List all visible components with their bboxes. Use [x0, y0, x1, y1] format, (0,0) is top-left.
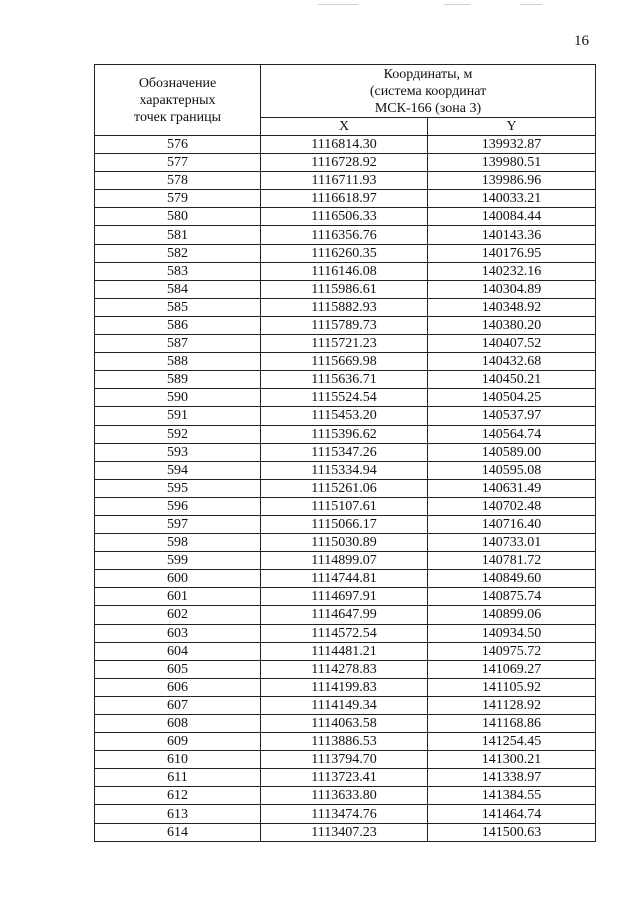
x-coordinate-cell: 1115334.94	[261, 461, 428, 479]
x-coordinate-cell: 1114647.99	[261, 606, 428, 624]
point-id-cell: 608	[95, 715, 261, 733]
x-coordinate-cell: 1116146.08	[261, 262, 428, 280]
header-coordinates	[261, 65, 596, 118]
y-coordinate-cell: 140033.21	[428, 190, 596, 208]
x-coordinate-cell: 1116728.92	[261, 154, 428, 172]
point-id-cell: 584	[95, 280, 261, 298]
y-coordinate-cell: 141464.74	[428, 805, 596, 823]
table-row	[95, 389, 596, 407]
x-coordinate-cell: 1114063.58	[261, 715, 428, 733]
header-point-designation	[95, 65, 261, 136]
point-id-cell: 578	[95, 172, 261, 190]
point-id-cell: 589	[95, 371, 261, 389]
y-coordinate-cell: 141500.63	[428, 823, 596, 841]
y-coordinate-cell: 140176.95	[428, 244, 596, 262]
table-row	[95, 479, 596, 497]
x-coordinate-cell: 1113474.76	[261, 805, 428, 823]
point-id-cell: 586	[95, 316, 261, 334]
table-row	[95, 696, 596, 714]
x-coordinate-cell: 1113407.23	[261, 823, 428, 841]
table-row	[95, 262, 596, 280]
point-id-cell: 593	[95, 443, 261, 461]
y-coordinate-cell: 140781.72	[428, 552, 596, 570]
y-coordinate-cell: 139980.51	[428, 154, 596, 172]
point-id-cell: 598	[95, 534, 261, 552]
table-row	[95, 515, 596, 533]
y-coordinate-cell: 140407.52	[428, 335, 596, 353]
x-coordinate-cell: 1115789.73	[261, 316, 428, 334]
y-coordinate-cell: 140733.01	[428, 534, 596, 552]
y-coordinate-cell: 140232.16	[428, 262, 596, 280]
point-id-cell: 604	[95, 642, 261, 660]
x-coordinate-cell: 1115721.23	[261, 335, 428, 353]
point-id-cell: 590	[95, 389, 261, 407]
point-id-cell: 587	[95, 335, 261, 353]
x-coordinate-cell: 1116260.35	[261, 244, 428, 262]
point-id-cell: 605	[95, 660, 261, 678]
y-coordinate-cell: 141254.45	[428, 733, 596, 751]
y-coordinate-cell: 140143.36	[428, 226, 596, 244]
scan-artifact-line	[318, 4, 358, 5]
x-coordinate-cell: 1115636.71	[261, 371, 428, 389]
table-row	[95, 552, 596, 570]
point-id-cell: 602	[95, 606, 261, 624]
point-id-cell: 595	[95, 479, 261, 497]
table-row	[95, 588, 596, 606]
table-row	[95, 787, 596, 805]
y-coordinate-cell: 140899.06	[428, 606, 596, 624]
x-coordinate-cell: 1113723.41	[261, 769, 428, 787]
x-coordinate-cell: 1115453.20	[261, 407, 428, 425]
table-row	[95, 823, 596, 841]
table-row	[95, 624, 596, 642]
y-coordinate-cell: 140348.92	[428, 298, 596, 316]
table-row	[95, 172, 596, 190]
y-coordinate-cell: 140595.08	[428, 461, 596, 479]
x-coordinate-cell: 1114278.83	[261, 660, 428, 678]
table-row	[95, 733, 596, 751]
y-coordinate-cell: 140432.68	[428, 353, 596, 371]
header-y: Y	[428, 118, 596, 136]
y-coordinate-cell: 140702.48	[428, 497, 596, 515]
y-coordinate-cell: 140631.49	[428, 479, 596, 497]
table-body	[95, 136, 596, 842]
y-coordinate-cell: 140504.25	[428, 389, 596, 407]
point-id-cell: 576	[95, 136, 261, 154]
table-row	[95, 226, 596, 244]
table-row	[95, 805, 596, 823]
y-coordinate-cell: 140975.72	[428, 642, 596, 660]
table-row	[95, 678, 596, 696]
y-coordinate-cell: 141069.27	[428, 660, 596, 678]
point-id-cell: 585	[95, 298, 261, 316]
point-id-cell: 611	[95, 769, 261, 787]
x-coordinate-cell: 1116356.76	[261, 226, 428, 244]
x-coordinate-cell: 1114744.81	[261, 570, 428, 588]
y-coordinate-cell: 139986.96	[428, 172, 596, 190]
table-row	[95, 244, 596, 262]
table-row	[95, 208, 596, 226]
y-coordinate-cell: 139932.87	[428, 136, 596, 154]
y-coordinate-cell: 140380.20	[428, 316, 596, 334]
x-coordinate-cell: 1116814.30	[261, 136, 428, 154]
table-row	[95, 715, 596, 733]
table-row	[95, 497, 596, 515]
table-row	[95, 407, 596, 425]
y-coordinate-cell: 140537.97	[428, 407, 596, 425]
x-coordinate-cell: 1114149.34	[261, 696, 428, 714]
point-id-cell: 606	[95, 678, 261, 696]
x-coordinate-cell: 1113633.80	[261, 787, 428, 805]
point-id-cell: 610	[95, 751, 261, 769]
table-row	[95, 335, 596, 353]
point-id-cell: 582	[95, 244, 261, 262]
table-row	[95, 642, 596, 660]
point-id-cell: 612	[95, 787, 261, 805]
y-coordinate-cell: 140849.60	[428, 570, 596, 588]
x-coordinate-cell: 1115669.98	[261, 353, 428, 371]
y-coordinate-cell: 141384.55	[428, 787, 596, 805]
point-id-cell: 613	[95, 805, 261, 823]
x-coordinate-cell: 1115107.61	[261, 497, 428, 515]
table-row	[95, 280, 596, 298]
y-coordinate-cell: 141300.21	[428, 751, 596, 769]
point-id-cell: 597	[95, 515, 261, 533]
header-label-line: характерных	[139, 92, 216, 108]
header-coords-line: (система координат	[369, 83, 487, 99]
table-row	[95, 660, 596, 678]
y-coordinate-cell: 140084.44	[428, 208, 596, 226]
table-row	[95, 443, 596, 461]
point-id-cell: 588	[95, 353, 261, 371]
x-coordinate-cell: 1114199.83	[261, 678, 428, 696]
header-label-line: Обозначение	[138, 75, 217, 91]
x-coordinate-cell: 1114697.91	[261, 588, 428, 606]
x-coordinate-cell: 1116711.93	[261, 172, 428, 190]
header-coords-line: Координаты, м	[383, 66, 473, 82]
table-row	[95, 316, 596, 334]
x-coordinate-cell: 1114481.21	[261, 642, 428, 660]
point-id-cell: 599	[95, 552, 261, 570]
y-coordinate-cell: 140716.40	[428, 515, 596, 533]
point-id-cell: 601	[95, 588, 261, 606]
point-id-cell: 580	[95, 208, 261, 226]
point-id-cell: 600	[95, 570, 261, 588]
header-label-line: точек границы	[134, 109, 221, 125]
point-id-cell: 609	[95, 733, 261, 751]
y-coordinate-cell: 141168.86	[428, 715, 596, 733]
y-coordinate-cell: 141128.92	[428, 696, 596, 714]
table-row	[95, 570, 596, 588]
coordinates-table	[94, 64, 596, 842]
table-row	[95, 154, 596, 172]
y-coordinate-cell: 140875.74	[428, 588, 596, 606]
point-id-cell: 592	[95, 425, 261, 443]
y-coordinate-cell: 140304.89	[428, 280, 596, 298]
point-id-cell: 614	[95, 823, 261, 841]
point-id-cell: 603	[95, 624, 261, 642]
point-id-cell: 591	[95, 407, 261, 425]
table-row	[95, 371, 596, 389]
point-id-cell: 579	[95, 190, 261, 208]
table-row	[95, 461, 596, 479]
y-coordinate-cell: 140564.74	[428, 425, 596, 443]
x-coordinate-cell: 1115882.93	[261, 298, 428, 316]
x-coordinate-cell: 1113794.70	[261, 751, 428, 769]
table-row	[95, 769, 596, 787]
table-row	[95, 534, 596, 552]
x-coordinate-cell: 1113886.53	[261, 733, 428, 751]
header-coords-line: МСК-166 (зона 3)	[374, 100, 482, 116]
point-id-cell: 607	[95, 696, 261, 714]
x-coordinate-cell: 1115524.54	[261, 389, 428, 407]
y-coordinate-cell: 141338.97	[428, 769, 596, 787]
y-coordinate-cell: 140934.50	[428, 624, 596, 642]
x-coordinate-cell: 1114572.54	[261, 624, 428, 642]
point-id-cell: 577	[95, 154, 261, 172]
point-id-cell: 594	[95, 461, 261, 479]
table-row	[95, 298, 596, 316]
x-coordinate-cell: 1115396.62	[261, 425, 428, 443]
table-row	[95, 606, 596, 624]
x-coordinate-cell: 1115986.61	[261, 280, 428, 298]
scan-artifact-line	[444, 4, 470, 5]
x-coordinate-cell: 1115030.89	[261, 534, 428, 552]
x-coordinate-cell: 1115066.17	[261, 515, 428, 533]
y-coordinate-cell: 140589.00	[428, 443, 596, 461]
header-x: X	[261, 118, 428, 136]
point-id-cell: 581	[95, 226, 261, 244]
table-row	[95, 353, 596, 371]
table-row	[95, 190, 596, 208]
page-number: 16	[574, 33, 589, 49]
x-coordinate-cell: 1116618.97	[261, 190, 428, 208]
scan-artifact-line	[520, 4, 542, 5]
table-row	[95, 425, 596, 443]
point-id-cell: 583	[95, 262, 261, 280]
x-coordinate-cell: 1115347.26	[261, 443, 428, 461]
y-coordinate-cell: 140450.21	[428, 371, 596, 389]
x-coordinate-cell: 1115261.06	[261, 479, 428, 497]
point-id-cell: 596	[95, 497, 261, 515]
table-row	[95, 751, 596, 769]
y-coordinate-cell: 141105.92	[428, 678, 596, 696]
x-coordinate-cell: 1116506.33	[261, 208, 428, 226]
x-coordinate-cell: 1114899.07	[261, 552, 428, 570]
table-row	[95, 136, 596, 154]
